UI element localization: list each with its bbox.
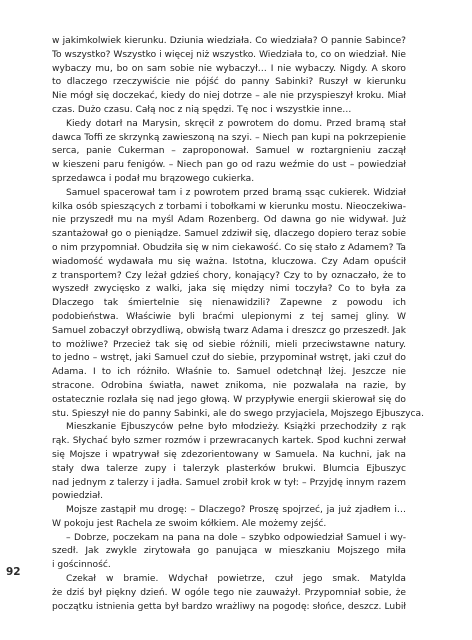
text-line: wybaczy mu, bo on sam sobie nie wybaczył… I nie wybaczy. Nigdy. A skoro [52, 63, 406, 74]
text-line: kilka osób spieszących z torbami i tobołkami w kierunku mostu. Nieoczekiwa- [52, 201, 406, 212]
text-line: Adama. I to ich różniło. Właśnie to. Samuel odetchnął lżej. Jeszcze nie [52, 367, 406, 378]
text-line: wiadomość wydawała mu się ważna. Istotna, kluczowa. Czy Adam opuścił [52, 256, 406, 267]
text-line: serca, panie Cukerman – zaproponował. Samuel w roztargnieniu zaczął [52, 146, 406, 157]
text-line: To wszystko? Wszystko i więcej niż wszystko. Wiedziała to, co on wiedział. Nie [52, 49, 406, 60]
text-line: nie przyszedł mu na myśl Adam Rozenberg. Od dawna go nie widywał. Już [52, 215, 406, 226]
text-line: się Mojsze i wpatrywał się zdezorientowany w Samuela. Na kuchni, jak na [52, 449, 406, 460]
text-line: nad jednym z talerzy i jadła. Samuel zrobił krok w tył: – Przyjdę innym razem [52, 477, 406, 488]
text-line: wyszedł zwycięsko z walki, jaka się między nimi toczyła? Co to była za [52, 284, 406, 295]
text-line: w kieszeni paru fenigów. – Niech pan go od razu weźmie do ust – powiedział [52, 160, 406, 171]
body-text [52, 35, 425, 614]
text-line: Samuel spacerował tam i z powrotem przed bramą ssąc cukierek. Widział [66, 187, 406, 198]
text-line: Nie mógł się doczekać, kiedy do niej dotrze – ale nie przyspieszył kroku. Miał [52, 91, 406, 102]
text-line: Mieszkanie Ejbuszyców pełne było młodzieży. Książki przechodziły z rąk [66, 422, 406, 433]
text-line: to możliwe? Przecież tak się od siebie różnili, mieli przeciwstawne natury. [52, 339, 406, 350]
text-line: Czekał w bramie. Wdychał powietrze, czuł jego smak. Matylda [66, 574, 406, 585]
text-line: sprzedawca i podał mu brązowego cukierka. [52, 173, 255, 184]
text-line: ostatecznie rozlała się nad jego głową. W przypływie energii skierował się do [52, 394, 406, 405]
text-line: W pokoju jest Rachela ze swoim kółkiem. Ale możemy zejść. [52, 518, 327, 529]
text-line: dawca Toffi ze skrzynką zawieszoną na szyi. – Niech pan kupi na pokrzepienie [52, 132, 406, 143]
text-line: początku istnienia getta był bardzo wrażliwy na pogodę: słońce, deszcz. Lubił [52, 601, 406, 612]
text-line: szedł. Jak zwykle zirytowała go panująca w mieszkaniu Mojszego miła [52, 546, 406, 557]
text-line: rąk. Słychać było szmer rozmów i przewracanych kartek. Spod kuchni zerwał [52, 436, 406, 447]
text-line: Samuel zobaczył obrzydliwą, obwisłą twarz Adama i dreszcz go przeszedł. Jak [52, 325, 406, 336]
text-line: szantażował go o pieniądze. Samuel zdziwił się, dlaczego dopiero teraz sobie [52, 229, 406, 240]
text-line: że dziś był piękny dzień. W ogóle tego nie zauważył. Przypomniał sobie, że [52, 587, 406, 598]
text-line: – Dobrze, poczekam na pana na dole – szybko odpowiedział Samuel i wy- [66, 532, 406, 543]
text-line: Dlaczego tak śmiertelnie się nienawidzili? Zapewne z powodu ich [52, 298, 406, 309]
text-line: i gościnność. [52, 560, 111, 571]
text-line: to jedno – wstręt, jaki Samuel czuł do siebie, przypominał wstręt, jaki czuł do [52, 353, 406, 364]
text-line: stu. Spieszył nie do panny Sabinki, ale do swego przyjaciela, Mojszego Ejbuszyca. [52, 408, 425, 419]
text-line: to dlaczego rzeczywiście nie pójść do panny Sabinki? Ruszył w kierunku [52, 77, 406, 88]
page-number: 92 [6, 566, 21, 578]
text-line: Mojsze zastąpił mu drogę: – Dlaczego? Proszę spojrzeć, ja już zjadłem i… [66, 505, 406, 516]
text-line: w jakimkolwiek kierunku. Dziunia wiedziała. Co wiedziała? O pannie Sabince? [52, 36, 406, 46]
text-line: o nim przypomniał. Obudziła się w nim ciekawość. Co się stało z Adamem? Ta [52, 242, 406, 253]
text-line: z transportem? Czy leżał gdzieś chory, konający? Czy to by oznaczało, że to [52, 270, 406, 281]
text-line: Kiedy dotarł na Marysin, skręcił z powrotem do domu. Przed bramą stał [66, 118, 406, 129]
text-line: stracone. Odrobina światła, nawet znikoma, nie pozwalała na razie, by [52, 380, 406, 391]
text-line: powiedział. [52, 491, 104, 502]
text-line: stały dwa talerze zupy i talerzyk plasterków brukwi. Blumcia Ejbuszyc [52, 463, 406, 474]
text-line: czas. Dużo czasu. Całą noc z nią spędzi. Tę noc i wszystkie inne… [52, 104, 352, 115]
text-line: podobieństwa. Właściwie byli braćmi ulepionymi z tej samej gliny. W [52, 311, 406, 322]
